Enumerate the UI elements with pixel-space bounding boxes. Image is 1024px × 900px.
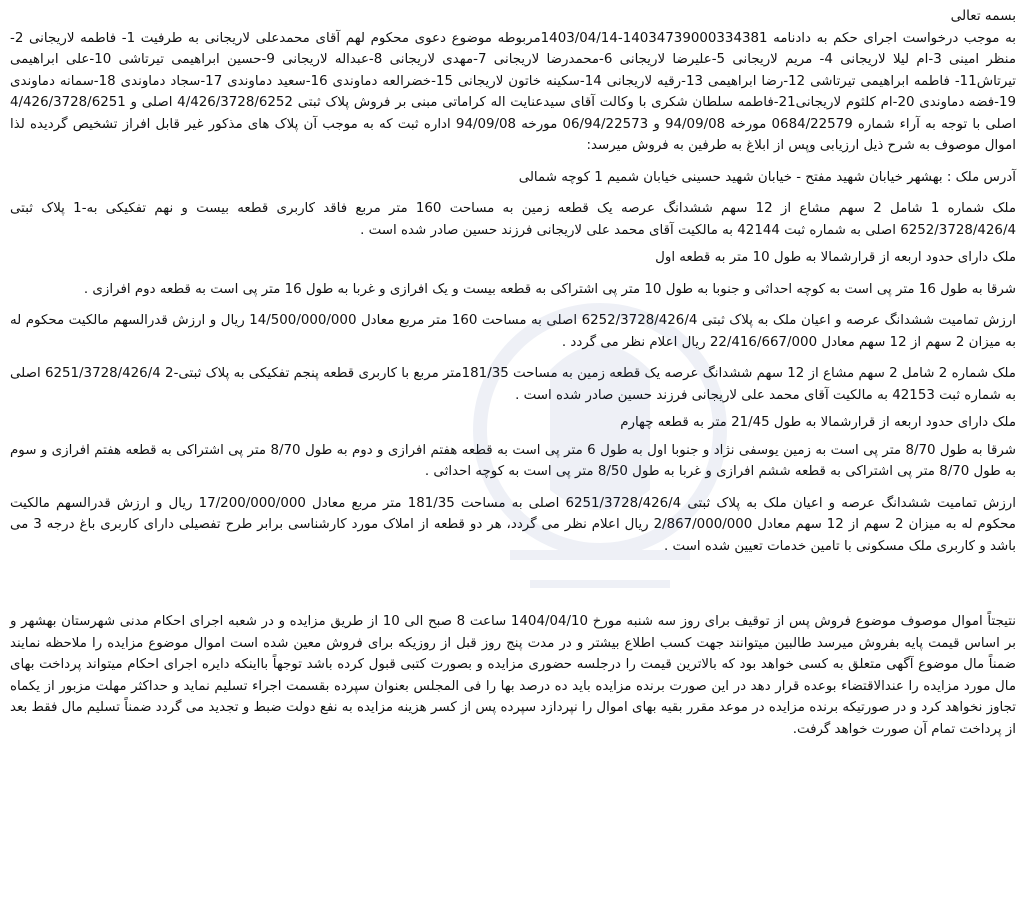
property-address: آدرس ملک : بهشهر خیابان شهید مفتح - خیابان شهید حسینی خیابان شمیم 1 کوچه شمالی (518, 169, 1016, 185)
intro-paragraph: به موجب درخواست اجرای حکم به دادنامه 14034739000334381-1403/04/14مربوطه موضوع دعوی محکوم لهم آقای محمدعلی لاریجانی به طرفیت 1- فاطمه لاریجانی 2-منظر امینی 3-ام لیلا لاریجانی 4- مریم لاریجانی 5-علیرضا لاریجانی 6-محمدرضا لاریجانی 7-مهدی لاریجانی 8-عبداله لاریجانی 9-حسین ابراهیمی تیرتاشی 10-علی ابراهیمی تیرتاش11- فاطمه ابراهیمی تیرتاشی 12-رضا ابراهیمی 13-رقیه لاریجانی 14-سکینه خاتون لاریجانی 15-خضرالعه دماوندی 16-سعید دماوندی 17-سجاد دماوندی 18-سمانه دماوندی 19-فضه دماوندی 20-ام کلثوم لاریجانی21-فاطمه سلطان شکری با وکالت آقای سیدعنایت اله کراماتی مبنی بر فروش پلاک ثبتی 4/426/3728/6252 اصلی و 4/426/3728/6251 اصلی با توجه به آراء شماره 0684/22579 مورخه 94/09/08 و 06/94/22573 مورخه 94/09/08 اداره ثبت که به موجب آن پلاک های مذکور غیر قابل افراز تشخیص گردیده لذا اموال موصوف به شرح ذیل ارزیابی وپس از ابلاغ به طرفین به فروش میرسد: (10, 30, 1017, 153)
property-1-description: ملک شماره 1 شامل 2 سهم مشاع از 12 سهم ششدانگ عرصه یک قطعه زمین به مساحت 160 متر مربع فاقد کاربری قطعه بیست و نهم تفکیکی به-1 پلاک ثبتی 6252/3728/426/4 اصلی به شماره ثبت 42144 به مالکیت آقای محمد علی لاریجانی فرزند حسین صادر شده است . (10, 201, 1016, 238)
auction-conclusion: نتیجتاً اموال موصوف موضوع فروش پس از توقیف برای روز سه شنبه مورخ 1404/04/10 ساعت 8 صبح الی 10 از طریق مزایده و در شعبه اجرای احکام مدنی شهرستان بهشهر و بر اساس قیمت پایه بفروش میرسد طالبین میتوانند جهت کسب اطلاع بیشتر و در مدت پنج روز قبل از روزیکه برای فروش معین شده است اموال موضوع مزایده را ملاحظه نمایند ضمناً مال موضوع آگهی متعلق به کسی خواهد بود که بالاترین قیمت را درجلسه حضوری مزایده و بصورت کتبی قبول کرده باشد توجهاً بااینکه دایره اجرای احکام میتواند پرداخت بهای مال مورد مزایده را عندالاقتضاء بوعده قرار دهد در این صورت برنده مزایده باید ده درصد بها را فی المجلس بعنوان سپرده بقسمت اجراء تسلیم نماید و حداکثر مهلت مزبور از یکماه تجاوز نخواهد کرد و در صورتیکه برنده مزایده در موعد مقرر بقیه بهای اموال را نپردازد سپرده پس از کسر هزینه مزایده به نفع دولت ضبط و تجدید می گردد ضمناً تسلیم مال فقط بعد از پرداخت تمام آن صورت خواهد گرفت. (10, 614, 1016, 737)
property-2-description: ملک شماره 2 شامل 2 سهم مشاع از 12 سهم ششدانگ عرصه یک قطعه زمین به مساحت 181/35متر مربع با کاربری قطعه پنجم تفکیکی به پلاک ثبتی-2 6251/3728/426/4 اصلی به شماره ثبت 42153 به مالکیت آقای محمد علی لاریجانی فرزند حسین صادر شده است . (10, 366, 1016, 403)
property-1-valuation: ارزش تمامیت ششدانگ عرصه و اعیان ملک به پلاک ثبتی 6252/3728/426/4 اصلی به مساحت 160 متر مربع معادل 14/500/000/000 ریال و ارزش قدرالسهم مالکیت محکوم له به میزان 2 سهم از 12 سهم معادل 22/416/667/000 ریال اعلام نظر می گردد . (10, 313, 1016, 350)
property-1-bounds: شرقا به طول 16 متر پی است به کوچه احداثی و جنوبا به طول 10 متر پی اشتراکی به قطعه بیست و یک افرازی و غربا به طول 16 متر پی است به قطعه دوم افرازی . (83, 281, 1016, 297)
document-heading: بسمه تعالی (950, 8, 1016, 24)
property-1-bounds-title: ملک دارای حدود اربعه از قرارشمالا به طول 10 متر به قطعه اول (655, 250, 1016, 265)
property-2-bounds: شرقا به طول 8/70 متر پی است به زمین یوسفی نژاد و جنوبا اول به طول 6 متر پی است به قطعه هفتم افرازی و دوم به طول 8/70 متر پی اشتراکی به قطعه هفتم افرازی و سوم به طول 8/70 متر پی اشتراکی به قطعه ششم افرازی و غربا به طول 8/50 متر پی است به کوچه احداثی . (10, 442, 1017, 479)
property-2-bounds-title: ملک دارای حدود اربعه از قرارشمالا به طول 21/45 متر به قطعه چهارم (620, 415, 1016, 430)
property-2-valuation: ارزش تمامیت ششدانگ عرصه و اعیان ملک به پلاک ثبتی 6251/3728/426/4 اصلی به مساحت 181/35 متر مربع معادل 17/200/000/000 ریال و ارزش قدرالسهم مالکیت محکوم له به میزان 2 سهم از 12 سهم معادل 2/867/000/000 ریال اعلام نظر می گردد، هر دو قطعه از املاک مورد کارشناسی برابر طرح تفصیلی دارای کاربری باغ درجه 3 می باشد و کاربری ملک مسکونی با تامین خدمات تعیین شده است . (10, 495, 1016, 554)
